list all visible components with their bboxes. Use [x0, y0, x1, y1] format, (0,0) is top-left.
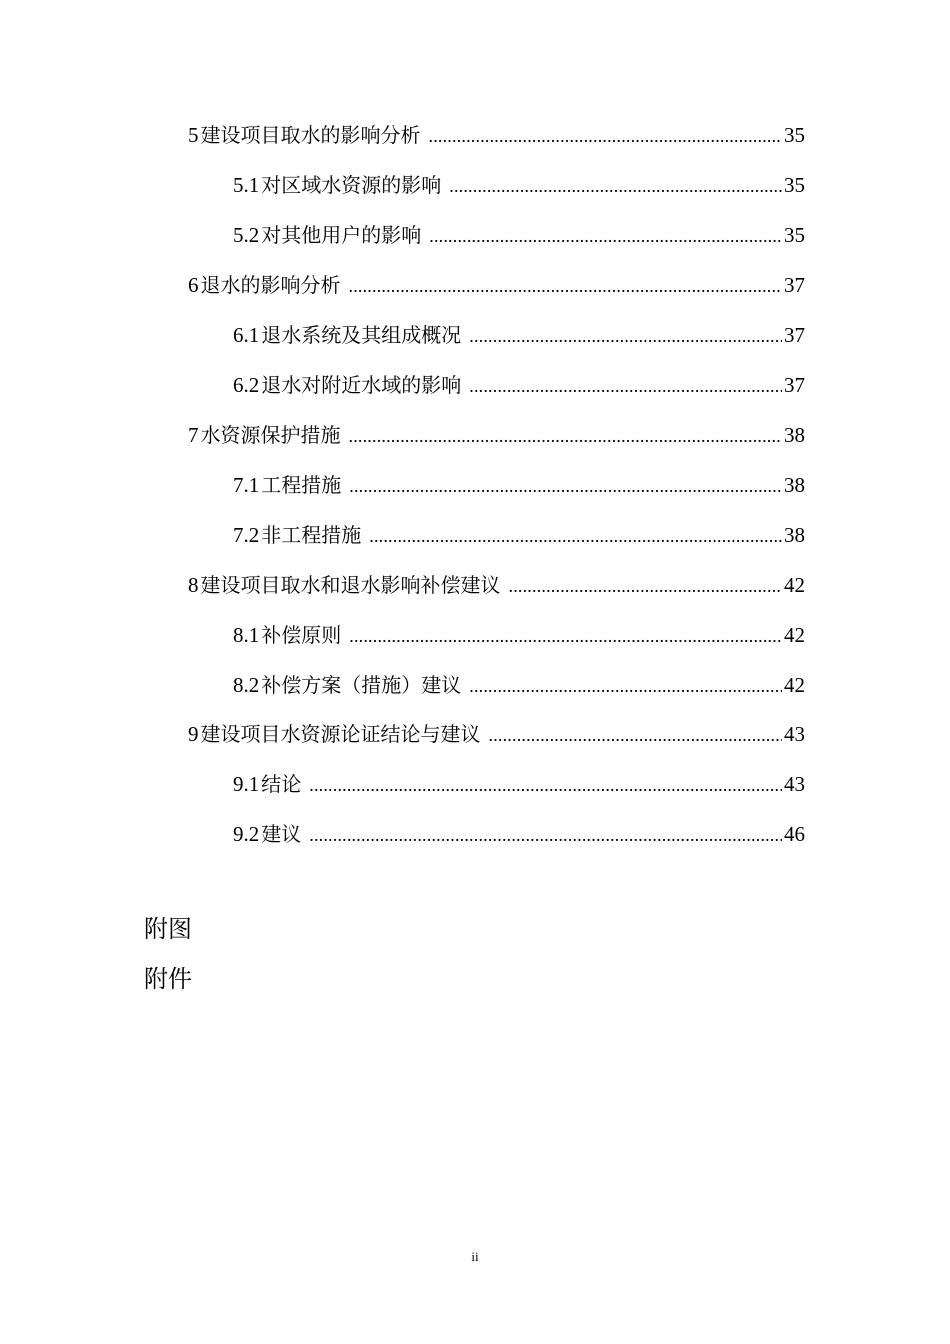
toc-leader-dots [369, 521, 782, 551]
toc-entry-8-1[interactable] [233, 620, 805, 650]
toc-title: 非工程措施 [261, 523, 362, 547]
toc-entry-9-2[interactable] [233, 819, 805, 849]
toc-page-number: 35 [784, 173, 805, 197]
toc-title: 补偿方案（措施）建议 [261, 673, 462, 697]
toc-entry-8[interactable] [188, 570, 805, 600]
toc-number: 6 [188, 273, 199, 297]
toc-entry-7[interactable] [188, 420, 805, 450]
toc-page-number: 37 [784, 373, 805, 397]
toc-page-number: 43 [784, 772, 805, 796]
toc-number: 9.1 [233, 772, 260, 796]
toc-page-number: 46 [784, 822, 805, 846]
toc-entry-9[interactable] [188, 719, 805, 749]
toc-page-number: 38 [784, 473, 805, 497]
toc-number: 7 [188, 423, 199, 447]
toc-leader-dots [489, 720, 783, 750]
toc-number: 6.1 [233, 323, 260, 347]
toc-leader-dots [469, 371, 782, 401]
toc-page-number: 37 [784, 323, 805, 347]
toc-number: 6.2 [233, 373, 260, 397]
toc-entry-7-1[interactable] [233, 470, 805, 500]
toc-entry-6-1[interactable] [233, 320, 805, 350]
toc-title: 水资源保护措施 [200, 423, 341, 447]
toc-title: 退水的影响分析 [200, 273, 341, 297]
toc-leader-dots [509, 571, 783, 601]
toc-number: 5.1 [233, 173, 260, 197]
toc-leader-dots [469, 321, 782, 351]
toc-title: 退水对附近水域的影响 [261, 373, 462, 397]
toc-number: 5 [188, 123, 199, 147]
appendix-figures[interactable]: 附图 [144, 915, 192, 943]
toc-number: 8.1 [233, 623, 260, 647]
toc-title: 建设项目取水的影响分析 [200, 123, 421, 147]
toc-number: 5.2 [233, 223, 260, 247]
toc-leader-dots [449, 171, 782, 201]
toc-number: 7.1 [233, 473, 260, 497]
toc-number: 7.2 [233, 523, 260, 547]
toc-entry-9-1[interactable] [233, 769, 805, 799]
toc-title: 结论 [261, 772, 302, 796]
toc-title: 工程措施 [261, 473, 342, 497]
toc-entry-5-2[interactable] [233, 220, 805, 250]
toc-number: 9.2 [233, 822, 260, 846]
toc-number: 8 [188, 573, 199, 597]
toc-number: 9 [188, 722, 199, 746]
toc-leader-dots [349, 421, 783, 451]
toc-entry-5-1[interactable] [233, 170, 805, 200]
toc-title: 建设项目取水和退水影响补偿建议 [200, 573, 501, 597]
toc-title: 对区域水资源的影响 [261, 173, 442, 197]
appendix-attachments[interactable]: 附件 [144, 965, 192, 993]
toc-entry-6[interactable] [188, 270, 805, 300]
toc-leader-dots [429, 121, 783, 151]
page-number: ii [471, 1249, 479, 1264]
toc-leader-dots [349, 471, 782, 501]
toc-leader-dots [349, 621, 782, 651]
toc-leader-dots [309, 820, 782, 850]
toc-page-number: 37 [784, 273, 805, 297]
toc-title: 对其他用户的影响 [261, 223, 422, 247]
toc-page-number: 42 [784, 673, 805, 697]
toc-page-number: 42 [784, 623, 805, 647]
toc-page-number: 35 [784, 223, 805, 247]
toc-title: 退水系统及其组成概况 [261, 323, 462, 347]
toc-leader-dots [469, 671, 782, 701]
toc-title: 建设项目水资源论证结论与建议 [200, 722, 481, 746]
toc-entry-5[interactable] [188, 120, 805, 150]
toc-title: 建议 [261, 822, 302, 846]
toc-entry-8-2[interactable] [233, 670, 805, 700]
toc-number: 8.2 [233, 673, 260, 697]
toc-page-number: 38 [784, 423, 805, 447]
toc-page-number: 43 [784, 722, 805, 746]
toc-leader-dots [349, 271, 783, 301]
toc-leader-dots [309, 770, 782, 800]
toc-page-number: 38 [784, 523, 805, 547]
toc-page-number: 35 [784, 123, 805, 147]
toc-page-number: 42 [784, 573, 805, 597]
toc-title: 补偿原则 [261, 623, 342, 647]
toc-entry-7-2[interactable] [233, 520, 805, 550]
toc-leader-dots [429, 221, 782, 251]
toc-entry-6-2[interactable] [233, 370, 805, 400]
